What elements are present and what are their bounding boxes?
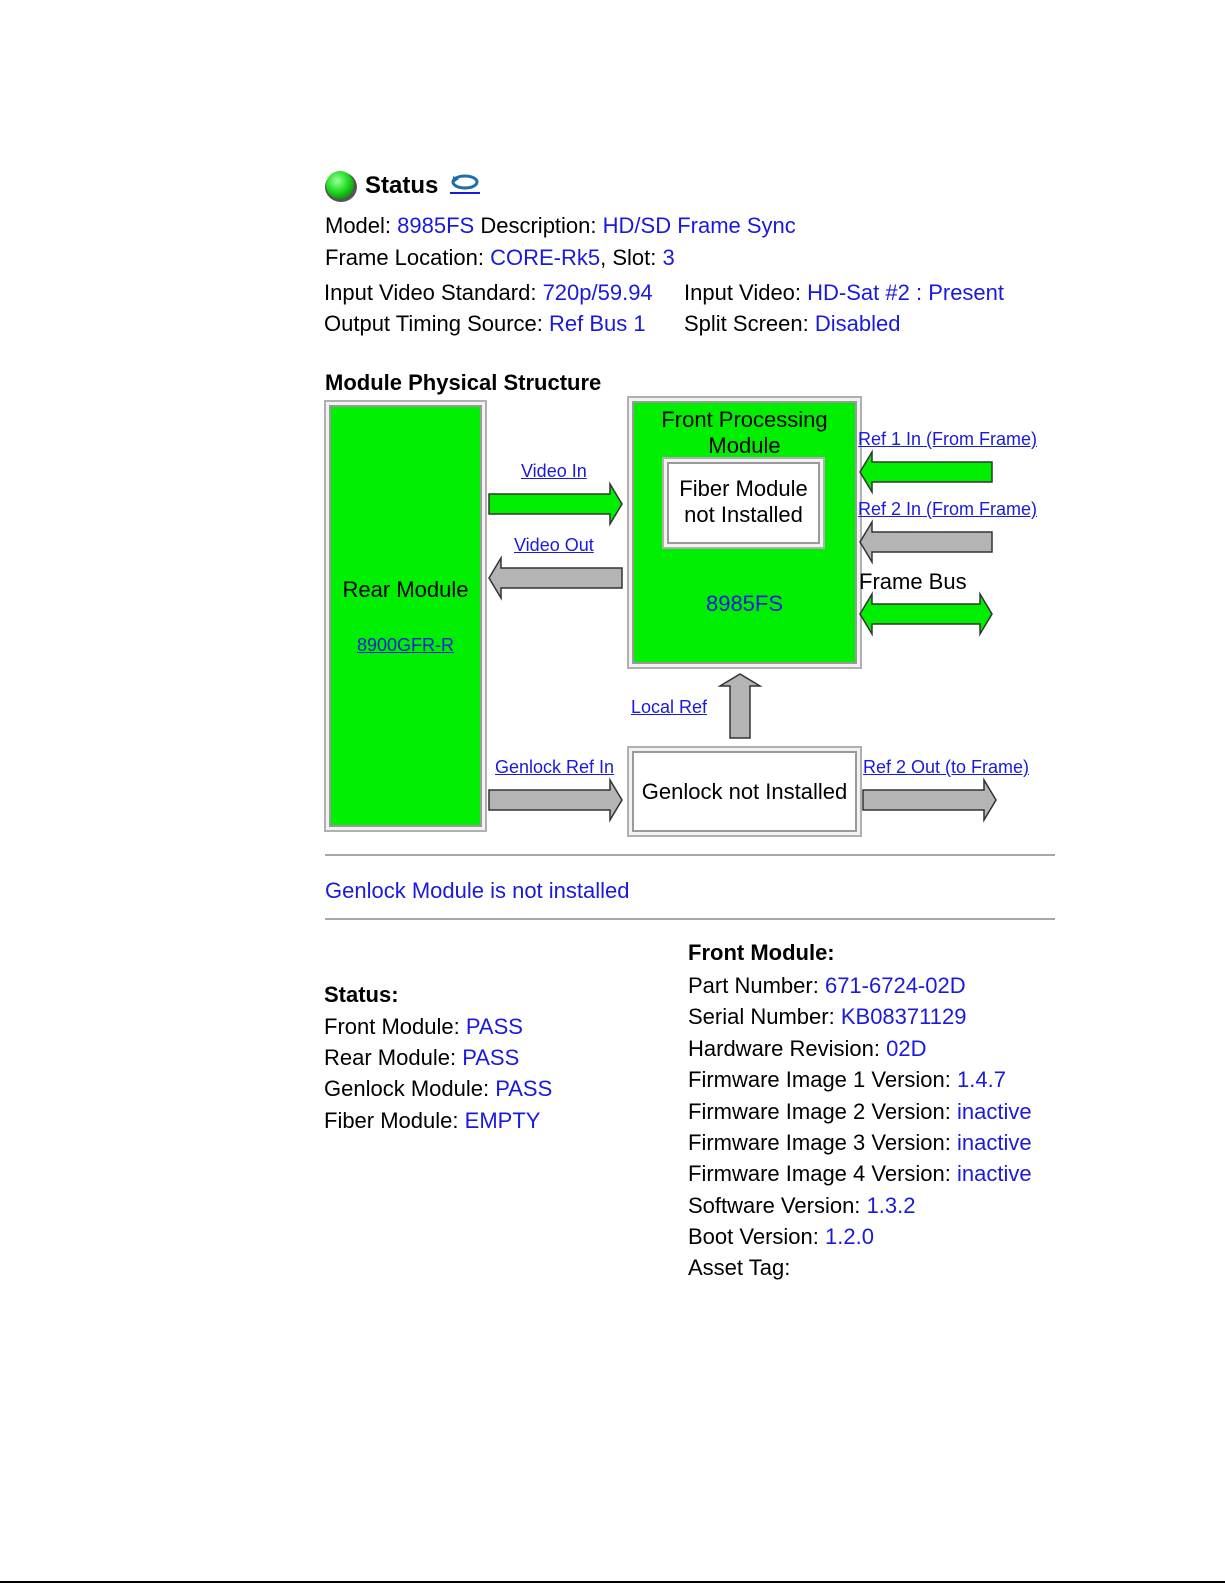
input-video-standard-line <box>324 280 653 306</box>
ref2-out-arrow-icon <box>862 779 998 821</box>
status-led-icon <box>321 168 359 204</box>
frame-location-value: CORE-Rk5 <box>490 245 601 270</box>
genlock-ref-in-arrow-icon <box>488 779 624 821</box>
genlock-box-label: Genlock not Installed <box>641 779 848 804</box>
divider <box>325 854 1055 856</box>
detail-label: Software Version: <box>688 1193 861 1218</box>
ref2-in-arrow-icon <box>858 521 994 563</box>
video-out-arrow-icon <box>487 557 623 599</box>
front-module-item <box>688 1255 790 1281</box>
status-item-label: Genlock Module: <box>324 1076 490 1101</box>
genlock-ref-in-link[interactable]: Genlock Ref In <box>495 757 615 777</box>
slot-value: 3 <box>662 245 675 270</box>
diagram-title: Module Physical Structure <box>325 370 602 395</box>
front-module-item <box>688 1099 1032 1125</box>
status-item <box>324 1014 523 1040</box>
detail-label: Hardware Revision: <box>688 1036 880 1061</box>
front-module-label-2: Module <box>708 433 781 458</box>
detail-label: Part Number: <box>688 973 819 998</box>
ref2-out-link[interactable]: Ref 2 Out (to Frame) <box>863 757 1030 777</box>
fiber-module-line-1: Fiber Module <box>679 476 808 501</box>
front-module-item <box>688 1067 1006 1093</box>
split-screen-label: Split Screen: <box>684 311 809 336</box>
status-item-label: Fiber Module: <box>324 1108 459 1133</box>
front-module-item <box>688 1036 926 1062</box>
status-item <box>324 1045 519 1071</box>
output-timing-line <box>324 311 646 337</box>
front-module-item <box>688 1161 1032 1187</box>
detail-value: 671-6724-02D <box>824 973 966 998</box>
fiber-module-line-2: not Installed <box>684 502 803 527</box>
detail-label: Firmware Image 3 Version: <box>688 1130 951 1155</box>
split-screen-value: Disabled <box>814 311 901 336</box>
detail-value: inactive <box>957 1130 1032 1155</box>
detail-label: Firmware Image 2 Version: <box>688 1099 951 1124</box>
video-in-arrow-icon <box>488 483 624 525</box>
refresh-icon[interactable] <box>449 171 481 195</box>
model-value: 8985FS <box>397 213 475 238</box>
ref1-in-link[interactable]: Ref 1 In (From Frame) <box>858 429 1038 449</box>
output-timing-value: Ref Bus 1 <box>549 311 646 336</box>
rear-module-link[interactable]: 8900GFR-R <box>356 635 455 655</box>
status-item-value: EMPTY <box>464 1108 541 1133</box>
status-item-label: Front Module: <box>324 1014 460 1039</box>
rear-module-box[interactable] <box>329 405 482 827</box>
front-module-item <box>688 1130 1032 1156</box>
detail-value: inactive <box>957 1099 1032 1124</box>
detail-value: inactive <box>957 1161 1032 1186</box>
frame-location-line <box>325 245 675 271</box>
status-item-value: PASS <box>495 1076 553 1101</box>
description-label: Description: <box>480 213 597 238</box>
detail-label: Boot Version: <box>688 1224 819 1249</box>
divider <box>325 918 1055 920</box>
detail-value: 1.2.0 <box>825 1224 874 1249</box>
detail-value: 1.4.7 <box>957 1067 1006 1092</box>
input-video-standard-label: Input Video Standard: <box>324 280 537 305</box>
detail-value: 02D <box>886 1036 927 1061</box>
status-item-value: PASS <box>465 1014 523 1039</box>
input-video-value: HD-Sat #2 : Present <box>807 280 1005 305</box>
detail-label: Asset Tag: <box>688 1255 791 1280</box>
description-value: HD/SD Frame Sync <box>602 213 796 238</box>
output-timing-label: Output Timing Source: <box>324 311 543 336</box>
frame-bus-label: Frame Bus <box>859 569 967 594</box>
genlock-message: Genlock Module is not installed <box>325 878 630 903</box>
front-module-item <box>688 1224 874 1250</box>
frame-bus-arrow-icon <box>858 593 994 635</box>
video-in-link[interactable]: Video In <box>521 461 587 481</box>
ref1-in-arrow-icon <box>858 451 994 493</box>
front-module-item <box>688 973 966 999</box>
detail-label: Firmware Image 1 Version: <box>688 1067 951 1092</box>
ref2-in-link[interactable]: Ref 2 In (From Frame) <box>858 499 1038 519</box>
status-item <box>324 1076 552 1102</box>
detail-value: KB08371129 <box>840 1004 967 1029</box>
status-heading: Status: <box>324 982 399 1007</box>
genlock-box[interactable] <box>632 751 857 832</box>
page-title: Status <box>365 172 439 199</box>
split-screen-line <box>684 311 900 337</box>
front-module-item <box>688 1004 966 1030</box>
frame-location-label: Frame Location: <box>325 245 484 270</box>
fiber-module-box[interactable] <box>667 462 820 544</box>
local-ref-link[interactable]: Local Ref <box>631 697 708 717</box>
model-line <box>325 213 796 239</box>
front-module-heading: Front Module: <box>688 940 835 965</box>
rear-module-label: Rear Module <box>342 577 469 602</box>
front-module-item <box>688 1193 916 1219</box>
input-video-line <box>684 280 1004 306</box>
detail-label: Firmware Image 4 Version: <box>688 1161 951 1186</box>
slot-label: , Slot: <box>600 245 657 270</box>
video-out-link[interactable]: Video Out <box>514 535 594 555</box>
status-item <box>324 1108 540 1134</box>
detail-value: 1.3.2 <box>866 1193 916 1218</box>
detail-label: Serial Number: <box>688 1004 835 1029</box>
model-label: Model: <box>325 213 392 238</box>
local-ref-arrow-icon <box>719 672 761 740</box>
status-item-label: Rear Module: <box>324 1045 457 1070</box>
input-video-label: Input Video: <box>684 280 802 305</box>
input-video-standard-value: 720p/59.94 <box>542 280 653 305</box>
status-item-value: PASS <box>462 1045 520 1070</box>
front-module-model: 8985FS <box>705 591 784 616</box>
front-module-label-1: Front Processing <box>661 407 828 432</box>
page-bottom-rule <box>0 1581 1225 1583</box>
